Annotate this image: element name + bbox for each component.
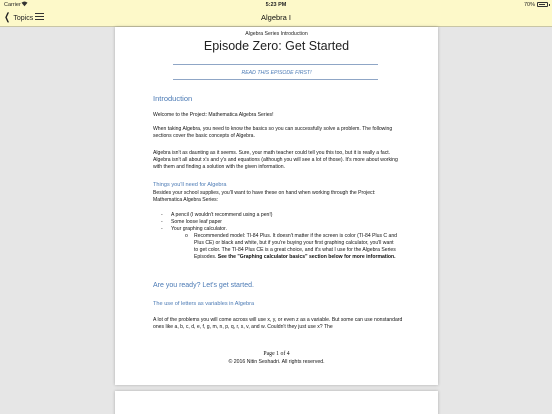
battery-percentage: 70% [523,1,535,8]
letters-paragraph: A lot of the problems you will come across will use x, y, or even z as a variable. But some can use nonstandard ones like a, b, c, d, e, f, g, m, n, p, q, r, s, v, and w. Couldn't they just use x? The [153,317,403,330]
back-button-label: Topics [13,14,34,22]
list-item: - Some loose leaf paper [161,219,222,225]
letters-heading: The use of letters as variables in Algebra [153,301,255,307]
bullet-icon: o [185,233,188,239]
battery-icon [537,2,548,7]
divider-bottom [173,79,378,80]
introduction-heading: Introduction [153,94,193,103]
battery-level-fill [539,4,545,6]
page-number: Page 1 of 4 [263,351,290,357]
nav-title: Algebra I [260,13,292,22]
welcome-text: Welcome to the Project: Mathematica Algebra Series! [153,112,274,118]
things-heading: Things you'll need for Algebra [153,182,227,188]
series-label: Algebra Series Introduction [245,31,308,37]
copyright: © 2016 Nitin Seshadri. All rights reserved. [228,359,325,365]
next-document-page[interactable] [115,391,438,414]
ready-heading: Are you ready? Let's get started. [153,282,254,289]
document-page[interactable] [115,27,438,385]
calculator-recommendation [185,233,398,261]
carrier-label: Carrier [4,1,21,8]
battery-tip [549,4,551,6]
paragraph-daunting: Algebra isn't as daunting as it seems. Sure, your math teacher could tell you this too, but it is really a fact. Algebra isn't all about x's and y's and equations (although you will see a lot of those). It's more about working with them and finding a solution with the given information. [153,150,398,170]
recommendation-text: Recommended model: TI-84 Plus. It doesn't matter if the screen is color (TI-84 Plus C and Plus CE) or black and white, but if you're buying your first graphing calculator, you'll want to get color. The TI-84 Plus CE is a great choice, and it's what I use for the Algebra Series Episodes. [194,233,398,260]
list-item: - Your graphing calculator. [161,226,227,232]
read-first-note: READ THIS EPISODE FIRST! [241,70,312,76]
clock: 5:23 PM [265,1,287,8]
navigation-bar [0,9,552,27]
divider-top [173,64,378,65]
status-bar [0,0,552,9]
episode-title: Episode Zero: Get Started [203,39,350,53]
supplies-list [161,212,273,233]
things-intro: Besides your school supplies, you'll want to have these on hand when working through the Project: Mathematica Algebra Series: [153,190,376,203]
list-item: - A pencil (I wouldn't recommend using a pen!) [161,212,273,218]
chevron-left-icon: ❮ [4,12,11,23]
recommendation-bold-text: See the "Graphing calculator basics" section below for more information. [217,254,396,260]
paragraph-basics: When taking Algebra, you need to know the basics so you can successfully solve a problem. The following sections cover the basic concepts of Algebra. [153,126,393,139]
